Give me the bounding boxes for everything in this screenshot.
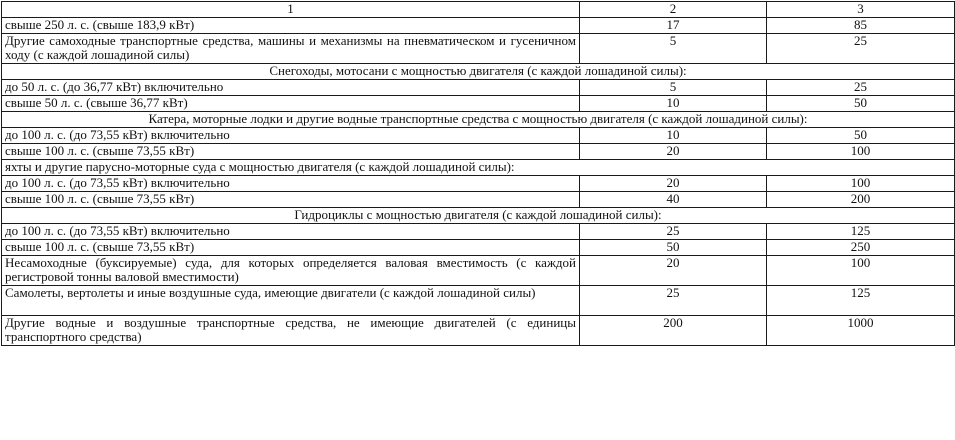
table-row bbox=[2, 96, 955, 112]
row-value-col3: 125 bbox=[767, 224, 955, 240]
section-heading: Снегоходы, мотосани с мощностью двигателя (с каждой лошадиной силы): bbox=[2, 64, 955, 80]
section-heading: яхты и другие парусно-моторные суда с мощностью двигателя (с каждой лошадиной силы): bbox=[2, 160, 955, 176]
row-description: до 100 л. с. (до 73,55 кВт) включительно bbox=[2, 224, 580, 240]
table-row bbox=[2, 240, 955, 256]
section-row bbox=[2, 160, 955, 176]
table-row bbox=[2, 18, 955, 34]
row-value-col2: 10 bbox=[580, 128, 767, 144]
row-description: свыше 50 л. с. (свыше 36,77 кВт) bbox=[2, 96, 580, 112]
table-row bbox=[2, 224, 955, 240]
column-header-1: 1 bbox=[2, 2, 580, 18]
row-value-col2: 20 bbox=[580, 144, 767, 160]
row-description: до 100 л. с. (до 73,55 кВт) включительно bbox=[2, 128, 580, 144]
tax-rates-table bbox=[1, 1, 955, 346]
section-row bbox=[2, 208, 955, 224]
row-value-col3: 85 bbox=[767, 18, 955, 34]
row-description: свыше 100 л. с. (свыше 73,55 кВт) bbox=[2, 240, 580, 256]
row-value-col2: 40 bbox=[580, 192, 767, 208]
column-header-3: 3 bbox=[767, 2, 955, 18]
table-row bbox=[2, 80, 955, 96]
row-value-col2: 200 bbox=[580, 316, 767, 346]
row-description: до 50 л. с. (до 36,77 кВт) включительно bbox=[2, 80, 580, 96]
row-value-col3: 50 bbox=[767, 128, 955, 144]
row-value-col3: 125 bbox=[767, 286, 955, 316]
table-row bbox=[2, 34, 955, 64]
row-value-col2: 10 bbox=[580, 96, 767, 112]
row-value-col3: 25 bbox=[767, 80, 955, 96]
row-value-col3: 50 bbox=[767, 96, 955, 112]
row-description: Другие самоходные транспортные средства, машины и механизмы на пневматическом и гусеничном ходу (с каждой лошадиной силы) bbox=[2, 34, 580, 64]
row-description: Другие водные и воздушные транспортные средства, не имеющие двигателей (с единицы транспортного средства) bbox=[2, 316, 580, 346]
row-value-col3: 100 bbox=[767, 256, 955, 286]
row-value-col3: 200 bbox=[767, 192, 955, 208]
row-description: свыше 100 л. с. (свыше 73,55 кВт) bbox=[2, 144, 580, 160]
column-header-2: 2 bbox=[580, 2, 767, 18]
row-value-col2: 25 bbox=[580, 286, 767, 316]
row-value-col2: 25 bbox=[580, 224, 767, 240]
table-row bbox=[2, 176, 955, 192]
table-row bbox=[2, 144, 955, 160]
section-row bbox=[2, 112, 955, 128]
row-description: свыше 250 л. с. (свыше 183,9 кВт) bbox=[2, 18, 580, 34]
row-description: Самолеты, вертолеты и иные воздушные суда, имеющие двигатели (с каждой лошадиной силы) bbox=[2, 286, 580, 316]
section-heading: Гидроциклы с мощностью двигателя (с каждой лошадиной силы): bbox=[2, 208, 955, 224]
row-description: до 100 л. с. (до 73,55 кВт) включительно bbox=[2, 176, 580, 192]
row-value-col3: 100 bbox=[767, 176, 955, 192]
table-row bbox=[2, 286, 955, 316]
row-value-col3: 250 bbox=[767, 240, 955, 256]
header-row bbox=[2, 2, 955, 18]
table-row bbox=[2, 256, 955, 286]
row-value-col3: 25 bbox=[767, 34, 955, 64]
row-description: Несамоходные (буксируемые) суда, для которых определяется валовая вместимость (с каждой регистровой тонны валовой вместимости) bbox=[2, 256, 580, 286]
row-description: свыше 100 л. с. (свыше 73,55 кВт) bbox=[2, 192, 580, 208]
row-value-col2: 50 bbox=[580, 240, 767, 256]
table-row bbox=[2, 128, 955, 144]
row-value-col2: 20 bbox=[580, 256, 767, 286]
row-value-col3: 100 bbox=[767, 144, 955, 160]
row-value-col3: 1000 bbox=[767, 316, 955, 346]
table-row bbox=[2, 192, 955, 208]
row-value-col2: 17 bbox=[580, 18, 767, 34]
row-value-col2: 20 bbox=[580, 176, 767, 192]
table-row bbox=[2, 316, 955, 346]
section-row bbox=[2, 64, 955, 80]
section-heading: Катера, моторные лодки и другие водные транспортные средства с мощностью двигателя (с каждой лошадиной силы): bbox=[2, 112, 955, 128]
row-value-col2: 5 bbox=[580, 80, 767, 96]
row-value-col2: 5 bbox=[580, 34, 767, 64]
